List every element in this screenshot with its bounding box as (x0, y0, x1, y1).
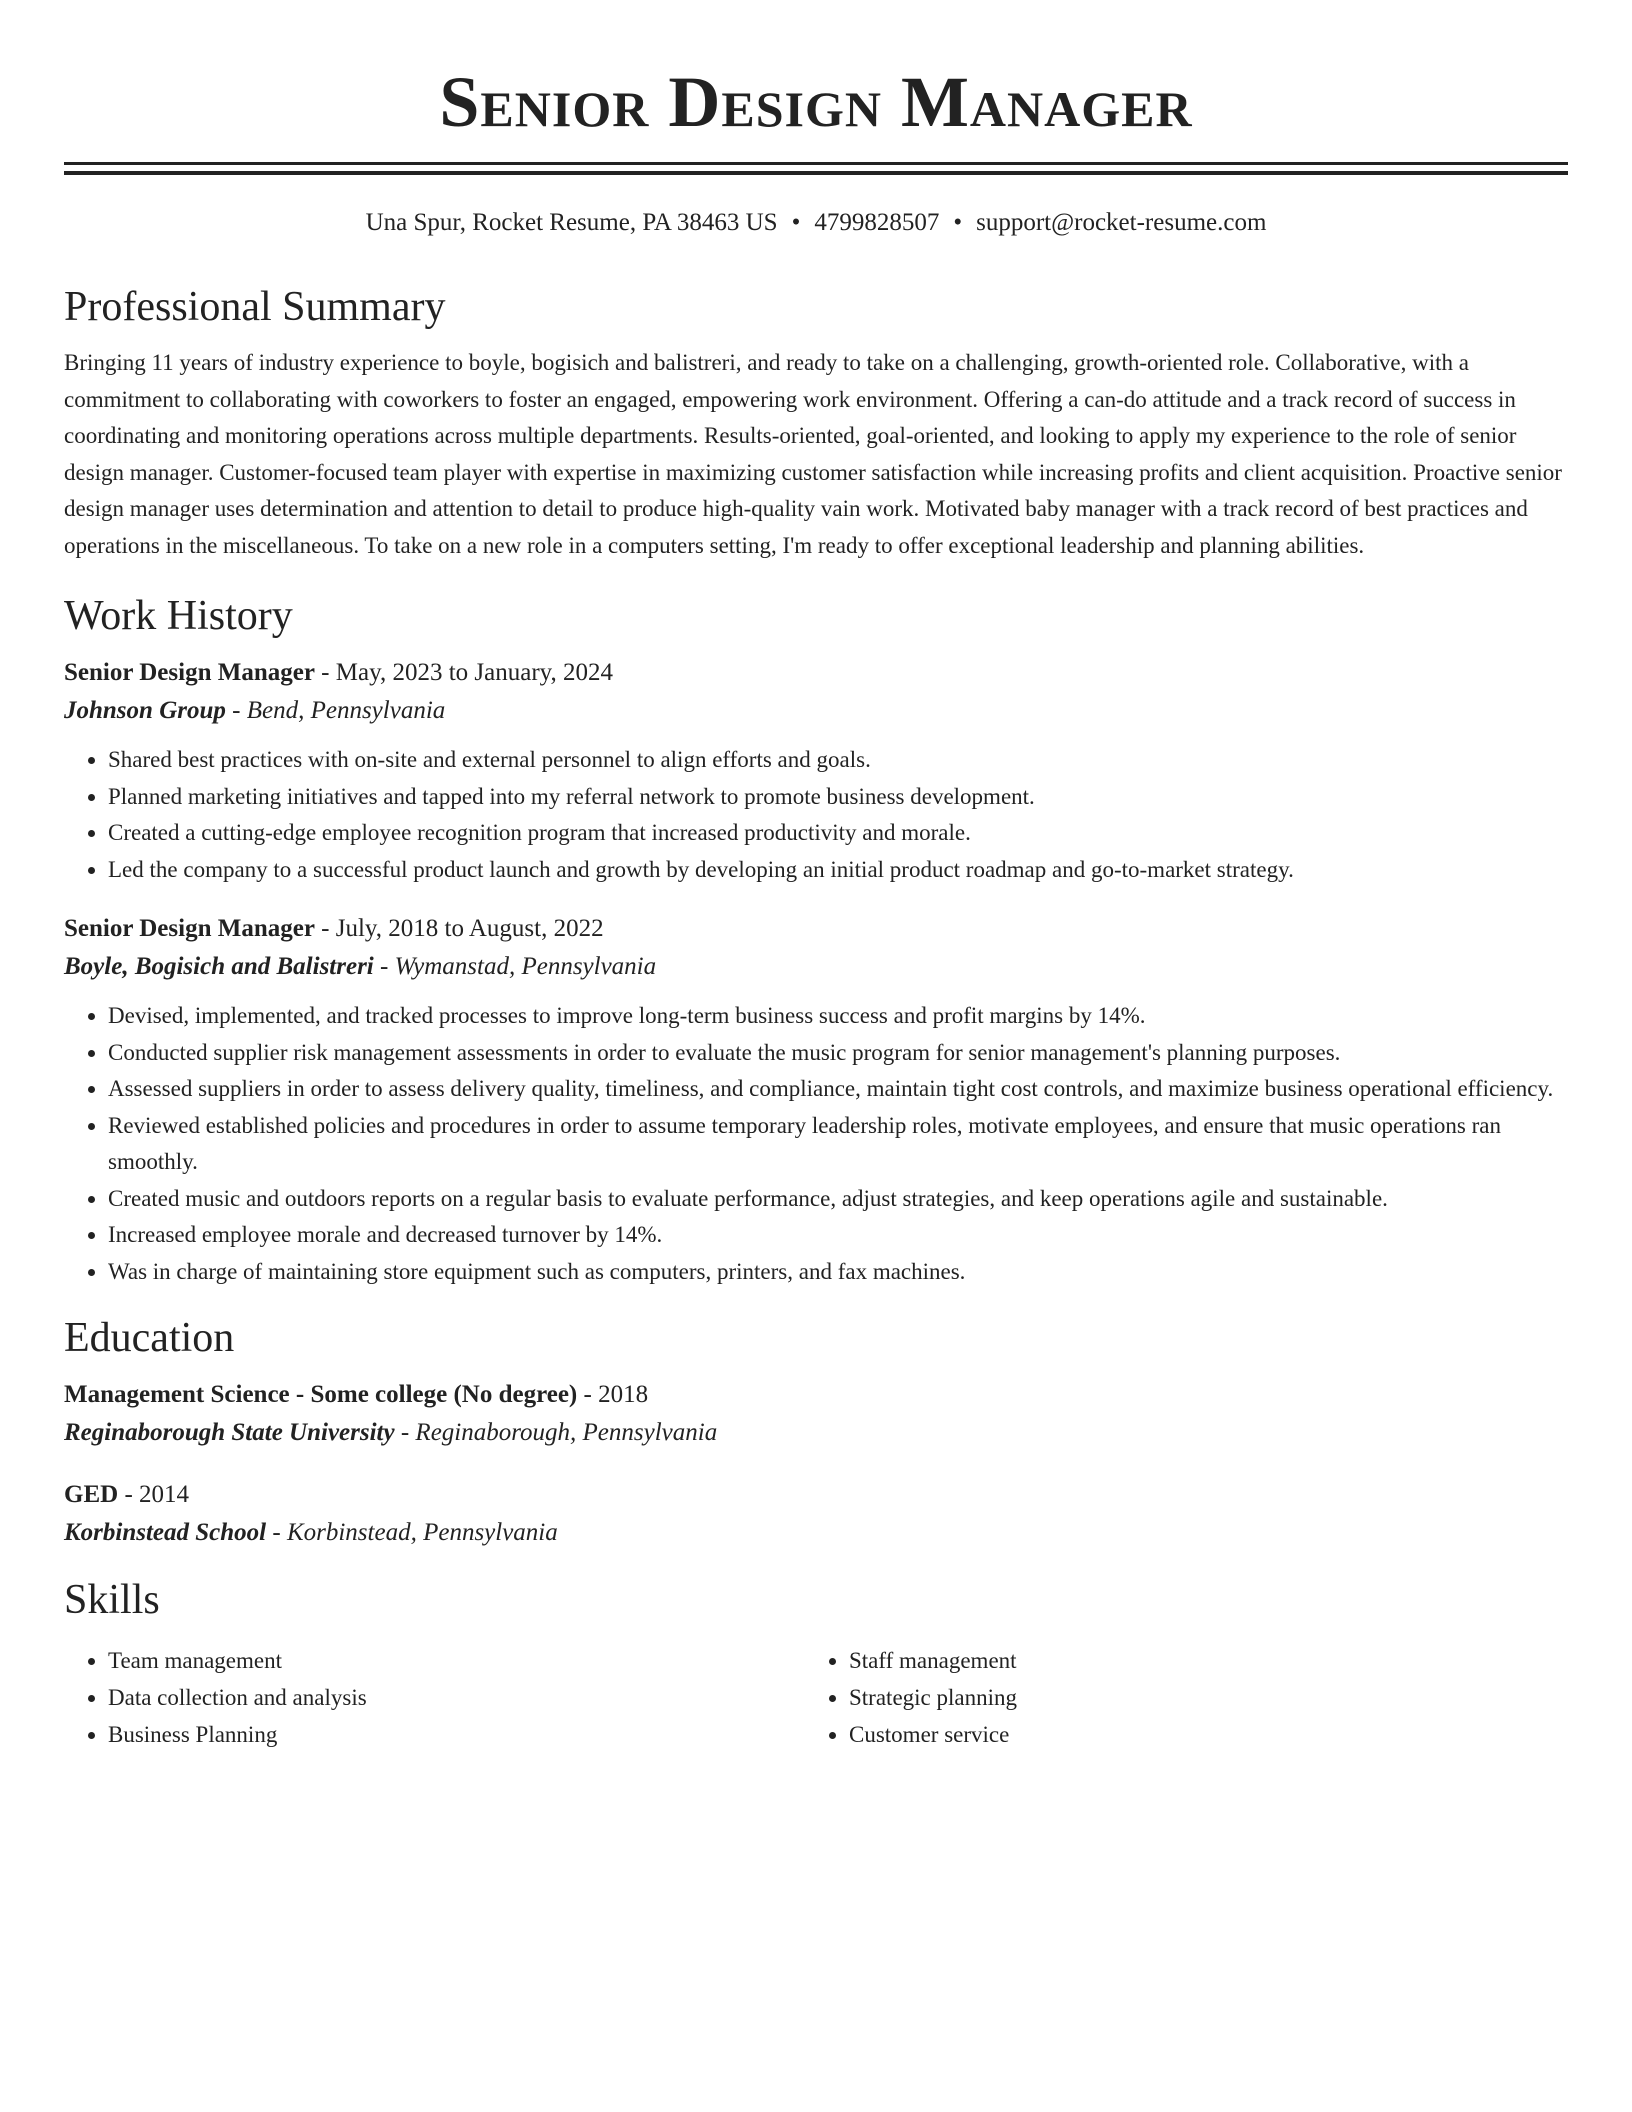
work-history-heading: Work History (64, 593, 293, 639)
education-year: - 2014 (118, 1481, 190, 1508)
education-year: - 2018 (577, 1381, 649, 1408)
education-degree: GED (64, 1481, 119, 1508)
education-header (64, 1476, 1568, 1514)
job-bullet: • Increased employee morale and decreased turnover by 14%. (108, 1217, 1568, 1254)
education-entry (64, 1376, 1568, 1452)
job-location: - Bend, Pennsylvania (225, 697, 446, 724)
education-school-line (64, 1414, 1568, 1452)
education-school-line (64, 1514, 1568, 1552)
skill-item: • Strategic planning (849, 1679, 1549, 1716)
job-organization: Boyle, Bogisich and Balistreri (64, 953, 374, 980)
title-divider-bottom (64, 171, 1568, 175)
skill-item: • Customer service (849, 1716, 1549, 1753)
education-degree: Management Science - Some college (No degree) (64, 1381, 578, 1408)
contact-separator: • (791, 209, 801, 236)
summary-heading: Professional Summary (64, 284, 446, 330)
job-role: Senior Design Manager (64, 915, 315, 942)
education-heading: Education (64, 1315, 235, 1361)
job-bullet: • Planned marketing initiatives and tapped into my referral network to promote business development. (108, 779, 1568, 816)
job-bullet: • Was in charge of maintaining store equipment such as computers, printers, and fax machines. (108, 1254, 1568, 1291)
job-bullets (64, 742, 1568, 888)
education-location: - Korbinstead, Pennsylvania (266, 1519, 558, 1546)
job-organization-line (64, 948, 1568, 986)
job-dates: - May, 2023 to January, 2024 (314, 659, 614, 686)
job-role: Senior Design Manager (64, 659, 315, 686)
skills-heading: Skills (64, 1577, 160, 1623)
skill-item: • Data collection and analysis (108, 1679, 808, 1716)
job-entry (64, 910, 1568, 1290)
summary-text: Bringing 11 years of industry experience to boyle, bogisich and balistreri, and ready to take on a challenging, growth-oriented role. Collaborative, with a commitment to collaborating with coworkers to foster an engaged, empowering work environment. Offering a can-do attitude and a track record of success in coordinating and monitoring operations across multiple departments. Results-oriented, goal-oriented, and looking to apply my experience to the role of senior design manager. Customer-focused team player with expertise in maximizing customer satisfaction while increasing profits and client acquisition. Proactive senior design manager uses determination and attention to detail to produce high-quality vain work. Motivated baby manager with a track record of best practices and operations in the miscellaneous. To take on a new role in a computers setting, I'm ready to offer exceptional leadership and planning abilities. (64, 350, 1562, 558)
skills-grid (64, 1642, 1568, 1753)
job-location: - Wymanstad, Pennsylvania (373, 953, 657, 980)
job-bullet: • Led the company to a successful product launch and growth by developing an initial product roadmap and go-to-market strategy. (108, 852, 1568, 889)
job-organization-line (64, 692, 1568, 730)
contact-phone: 4799828507 (814, 209, 940, 236)
job-dates: - July, 2018 to August, 2022 (314, 915, 604, 942)
job-bullet: • Shared best practices with on-site and external personnel to align efforts and goals. (108, 742, 1568, 779)
job-header (64, 654, 1568, 692)
resume-page (64, 0, 1568, 1753)
skills-column-right (808, 1642, 1549, 1753)
job-bullet: • Created a cutting-edge employee recognition program that increased productivity and morale. (108, 815, 1568, 852)
job-bullet: • Devised, implemented, and tracked processes to improve long-term business success and profit margins by 14%. (108, 998, 1568, 1035)
job-bullet: • Reviewed established policies and procedures in order to assume temporary leadership roles, motivate employees, and ensure that music operations ran smoothly. (108, 1108, 1568, 1181)
job-bullet: • Assessed suppliers in order to assess delivery quality, timeliness, and compliance, maintain tight cost controls, and maximize business operational efficiency. (108, 1071, 1568, 1108)
education-location: - Reginaborough, Pennsylvania (394, 1419, 718, 1446)
skill-item: • Staff management (849, 1642, 1549, 1679)
contact-address: Una Spur, Rocket Resume, PA 38463 US (365, 209, 778, 236)
skills-column-left (64, 1642, 808, 1753)
contact-separator: • (953, 209, 963, 236)
job-header (64, 910, 1568, 948)
skill-item: • Team management (108, 1642, 808, 1679)
education-entry (64, 1476, 1568, 1552)
contact-email: support@rocket-resume.com (976, 209, 1267, 236)
job-bullet: • Created music and outdoors reports on a regular basis to evaluate performance, adjust strategies, and keep operations agile and sustainable. (108, 1181, 1568, 1218)
education-school: Reginaborough State University (64, 1419, 395, 1446)
skill-item: • Business Planning (108, 1716, 808, 1753)
resume-title: Senior Design Manager (439, 62, 1193, 142)
education-school: Korbinstead School (64, 1519, 267, 1546)
education-header (64, 1376, 1568, 1414)
job-bullet: • Conducted supplier risk management assessments in order to evaluate the music program for senior management's planning purposes. (108, 1035, 1568, 1072)
contact-line (64, 207, 1568, 239)
job-entry (64, 654, 1568, 888)
job-bullets (64, 998, 1568, 1290)
title-divider-top (64, 162, 1568, 165)
job-organization: Johnson Group (64, 697, 226, 724)
